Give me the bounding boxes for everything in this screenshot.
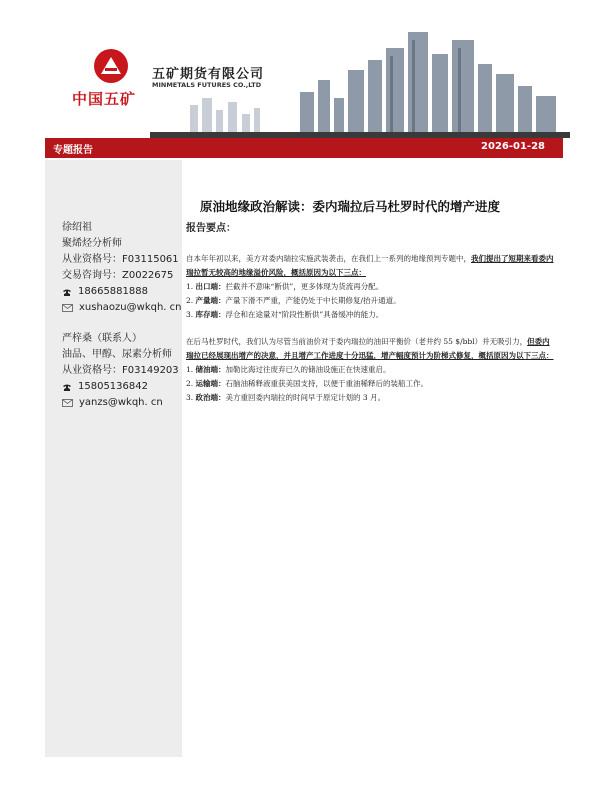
logo-text: 中国五矿 [72,90,137,108]
minmetals-logo-icon [93,48,129,84]
company-name-cn: 五矿期货有限公司 [152,67,265,82]
analyst-phone-row [62,284,182,300]
analyst-license: 从业资格号：F03149203 [62,365,179,376]
analyst-email-row[interactable] [62,300,182,316]
paragraph-text: 自本年年初以来，美方对委内瑞拉实施武装袭击，在我们上一系列的地缘预判专题中， [186,254,471,263]
report-header [0,0,600,160]
list-item: 2. 运输端：石脑油稀释液重获美国支持，以便于重油稀释后的装船工作。 [186,379,429,388]
phone-icon [62,288,72,297]
report-type-banner [45,138,563,158]
summary-heading: 报告要点： [186,223,236,234]
list-item: 2. 产量端：产量下滑不严重，产能仍处于中长期修复/抬升通道。 [186,296,401,305]
analyst-phone-row [62,379,179,395]
analyst-phone: 15805136842 [78,381,148,392]
paragraph-emphasis: 但委内瑞拉已经展现出增产的决意，并且增产工作进度十分迅猛，增产幅度预计为阶梯式修复，概括原因为以下三点： [186,337,554,360]
analyst-card [62,331,179,411]
paragraph-emphasis: 我们提出了短期来看委内瑞拉暂无较高的地缘溢价风险，概括原因为以下三点： [186,254,554,277]
report-body [186,222,554,405]
analyst-role: 聚烯烃分析师 [62,238,122,249]
analyst-license: 从业资格号：F03115061 [62,254,179,265]
analyst-role: 油品、甲醇、尿素分析师 [62,349,172,360]
paragraph [186,335,554,363]
email-icon [62,304,73,312]
analyst-email-row[interactable] [62,395,179,411]
report-type-label: 专题报告 [53,145,93,156]
analyst-card [62,220,182,316]
company-name-en: MINMETALS FUTURES CO.,LTD [152,81,262,89]
analyst-email[interactable]: yanzs@wkqh. cn [79,397,163,408]
analyst-email[interactable]: xushaozu@wkqh. cn [79,302,182,313]
report-title: 原油地缘政治解读：委内瑞拉后马杜罗时代的增产进度 [200,199,501,214]
email-icon [62,399,73,407]
analyst-name: 徐绍祖 [62,222,92,233]
analyst-trade-license: 交易咨询号：Z0022675 [62,270,174,281]
report-date: 2026-01-28 [481,141,545,152]
paragraph-text: 在后马杜罗时代，我们认为尽管当前油价对于委内瑞拉的油田平衡价（老井约 55 $/bbl）并无吸引力， [186,337,528,346]
list-item: 3. 库存端：浮仓和在途量对“阶段性断供”具备缓冲的能力。 [186,310,384,319]
paragraph [186,252,554,280]
analyst-phone: 18665881888 [78,286,148,297]
analyst-name: 严梓桑（联系人） [62,333,142,344]
list-item: 3. 政治端：美方重回委内瑞拉的时间早于原定计划的 3 月。 [186,393,386,402]
list-item: 1. 储油端：加勒比海过往废弃已久的储油设施正在快速重启。 [186,365,391,374]
list-item: 1. 出口端：拦截并不意味“断供”，更多体现为货流再分配。 [186,282,384,291]
phone-icon [62,383,72,392]
